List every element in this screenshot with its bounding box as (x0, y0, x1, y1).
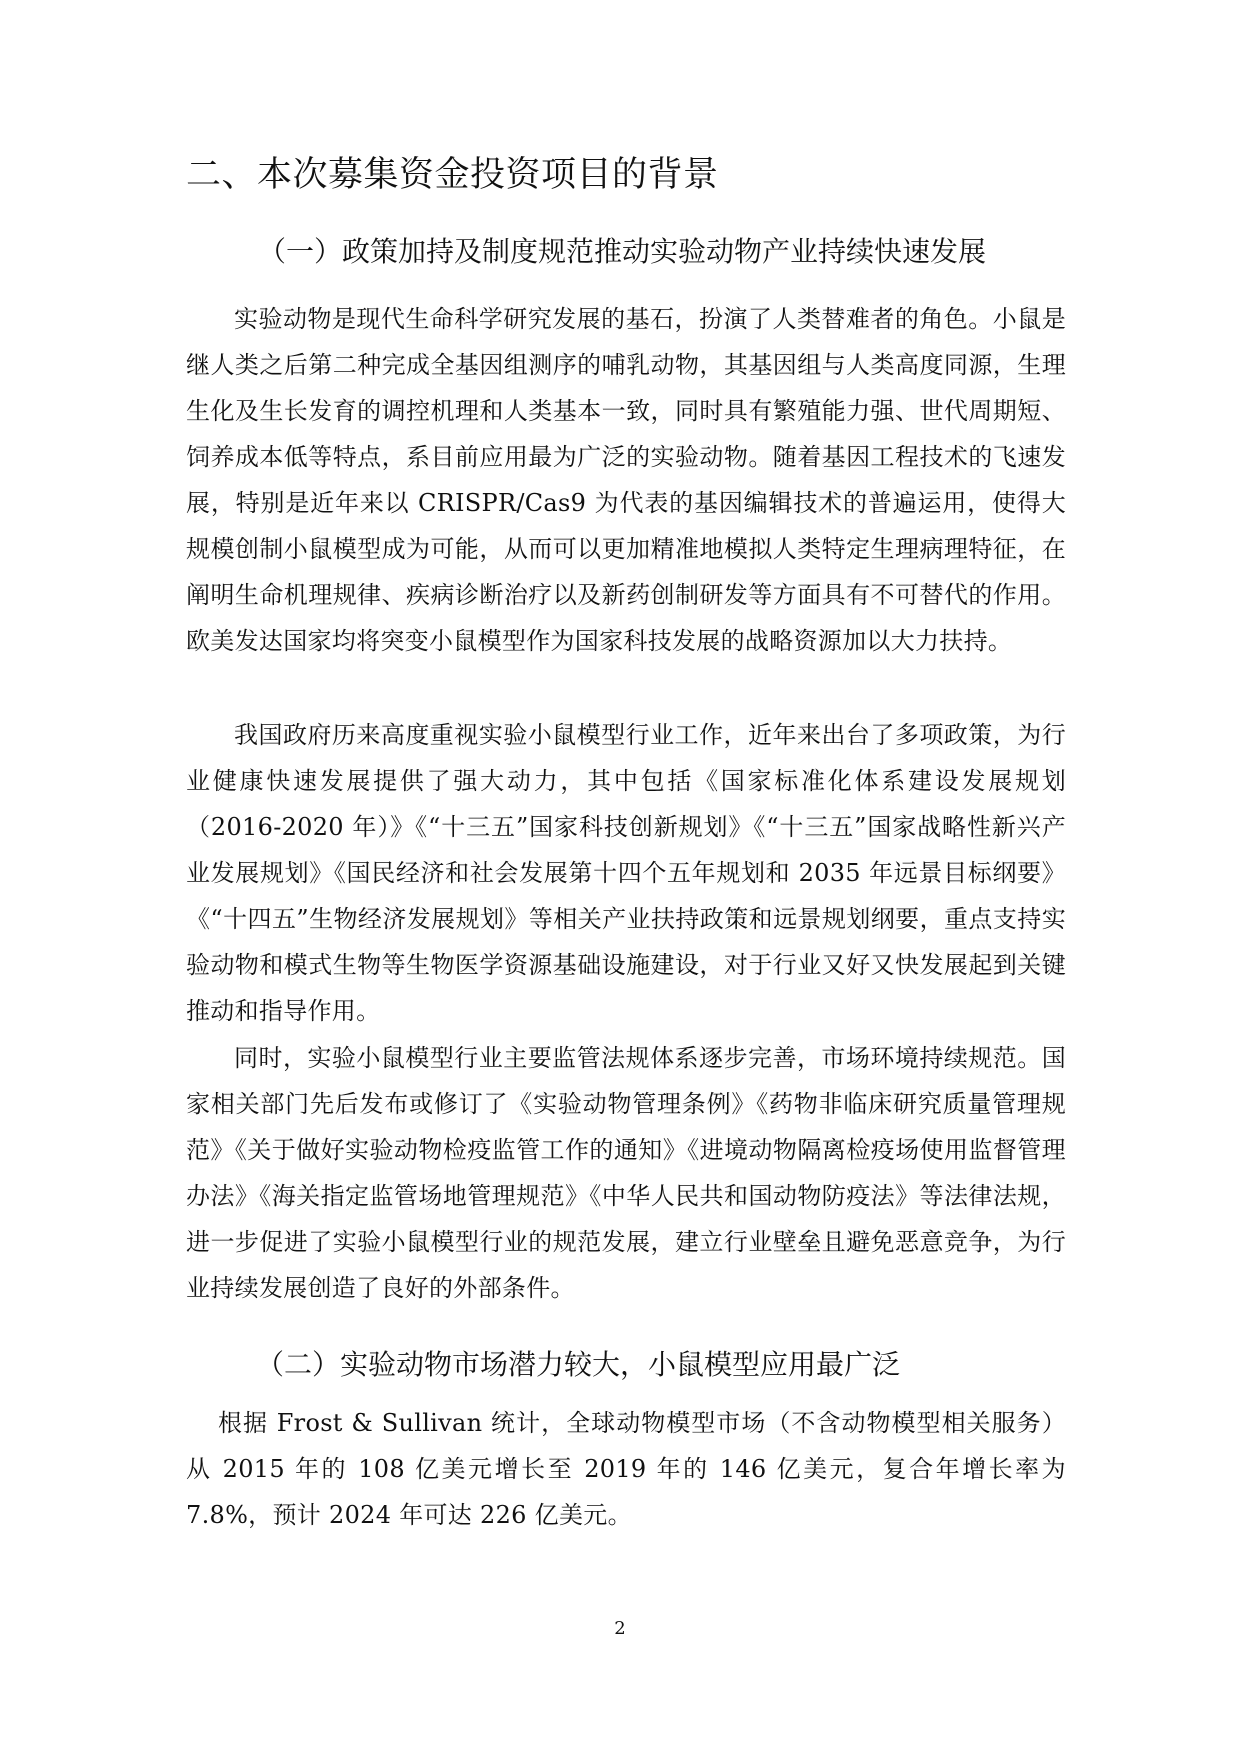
paragraph-4: 根据 Frost & Sullivan 统计，全球动物模型市场（不含动物模型相关服务）从 2015 年的 108 亿美元增长至 2019 年的 146 亿美元，复合年增长率为 7.8%，预计 2024 年可达 226 亿美元。 (186, 1409, 1066, 1529)
paragraph-2: 我国政府历来高度重视实验小鼠模型行业工作，近年来出台了多项政策，为行业健康快速发展提供了强大动力，其中包括《国家标准化体系建设发展规划（2016-2020 年）》《“十三五”国家科技创新规划》《“十三五”国家战略性新兴产业发展规划》《国民经济和社会发展第十四个五年规划和 2035 年远景目标纲要》《“十四五”生物经济发展规划》等相关产业扶持政策和远景规划纲要，重点支持实验动物和模式生物等生物医学资源基础设施建设，对于行业又好又快发展起到关键推动和指导作用。 (186, 721, 1066, 1025)
subsection-1-title: （一）政策加持及制度规范推动实验动物产业持续快速发展 (258, 235, 987, 268)
paragraph-1: 实验动物是现代生命科学研究发展的基石，扮演了人类替难者的角色。小鼠是继人类之后第二种完成全基因组测序的哺乳动物，其基因组与人类高度同源，生理生化及生长发育的调控机理和人类基本一致，同时具有繁殖能力强、世代周期短、饲养成本低等特点，系目前应用最为广泛的实验动物。随着基因工程技术的飞速发展，特别是近年来以 CRISPR/Cas9 为代表的基因编辑技术的普遍运用，使得大规模创制小鼠模型成为可能，从而可以更加精准地模拟人类特定生理病理特征，在阐明生命机理规律、疾病诊断治疗以及新药创制研发等方面具有不可替代的作用。欧美发达国家均将突变小鼠模型作为国家科技发展的战略资源加以大力扶持。 (186, 305, 1066, 655)
subsection-2-title: （二）实验动物市场潜力较大，小鼠模型应用最广泛 (256, 1348, 901, 1381)
paragraph-3: 同时，实验小鼠模型行业主要监管法规体系逐步完善，市场环境持续规范。国家相关部门先后发布或修订了《实验动物管理条例》《药物非临床研究质量管理规范》《关于做好实验动物检疫监管工作的通知》《进境动物隔离检疫场使用监督管理办法》《海关指定监管场地管理规范》《中华人民共和国动物防疫法》等法律法规，进一步促进了实验小鼠模型行业的规范发展，建立行业壁垒且避免恶意竞争，为行业持续发展创造了良好的外部条件。 (186, 1044, 1066, 1302)
page-number: 2 (614, 1618, 626, 1639)
section-title: 二、本次募集资金投资项目的背景 (186, 155, 719, 195)
